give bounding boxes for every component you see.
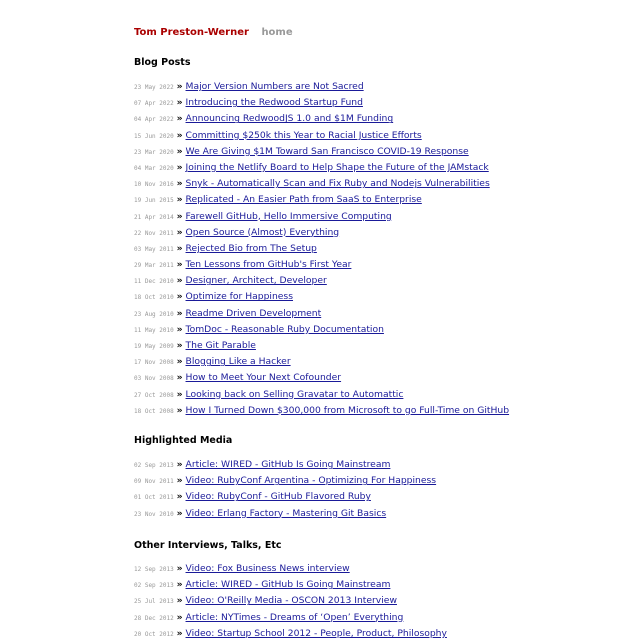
post-date: 17 Nov 2008	[134, 359, 174, 367]
post-link[interactable]: Video: RubyConf Argentina - Optimizing For Happiness	[185, 475, 437, 487]
separator-glyph: »	[176, 259, 183, 271]
post-date: 03 Nov 2008	[134, 375, 174, 383]
separator-glyph: »	[176, 242, 183, 254]
separator-glyph: »	[176, 372, 183, 384]
list-item	[134, 95, 509, 111]
separator-glyph: »	[176, 97, 183, 109]
separator-glyph: »	[176, 161, 183, 173]
post-link[interactable]: Committing $250k this Year to Racial Justice Efforts	[185, 129, 422, 141]
post-date: 12 Sep 2013	[134, 566, 174, 573]
separator-glyph: »	[176, 459, 183, 470]
list-item	[134, 273, 509, 289]
list-item	[134, 577, 447, 593]
separator-glyph: »	[176, 388, 183, 400]
post-link[interactable]: Article: NYTimes - Dreams of ‘Open’ Everything	[185, 611, 404, 623]
list-item	[134, 192, 509, 208]
post-date: 27 Oct 2008	[134, 391, 174, 399]
post-link[interactable]: Blogging Like a Hacker	[185, 356, 291, 368]
list-item	[134, 209, 509, 225]
separator-glyph: »	[176, 627, 183, 639]
list-item	[134, 489, 436, 505]
separator-glyph: »	[176, 291, 183, 303]
post-link[interactable]: Open Source (Almost) Everything	[185, 226, 340, 238]
separator-glyph: »	[176, 356, 183, 368]
post-date: 01 Oct 2011	[134, 494, 174, 502]
post-link[interactable]: Looking back on Selling Gravatar to Automattic	[185, 388, 404, 400]
separator-glyph: »	[176, 210, 183, 222]
post-link[interactable]: Replicated - An Easier Path from SaaS to Enterprise	[185, 194, 422, 206]
post-link[interactable]: Video: RubyConf - GitHub Flavored Ruby	[185, 491, 371, 503]
post-link[interactable]: Optimize for Happiness	[185, 291, 294, 303]
post-list-blog-posts	[134, 79, 509, 419]
list-item	[134, 160, 509, 176]
post-date: 20 Oct 2012	[134, 630, 174, 638]
list-item	[134, 289, 509, 305]
list-item	[134, 506, 436, 522]
post-date: 25 Jul 2013	[134, 598, 174, 606]
post-link[interactable]: Video: Startup School 2012 - People, Product, Philosophy	[185, 627, 447, 639]
post-link[interactable]: Introducing the Redwood Startup Fund	[185, 97, 363, 109]
list-item	[134, 473, 436, 489]
separator-glyph: »	[176, 194, 183, 206]
post-link[interactable]: We Are Giving $1M Toward San Francisco COVID-19 Response	[185, 145, 469, 157]
separator-glyph: »	[176, 226, 183, 238]
post-link[interactable]: Snyk - Automatically Scan and Fix Ruby and Nodejs Vulnerabilities	[185, 178, 490, 190]
list-item	[134, 561, 447, 577]
list-item	[134, 225, 509, 241]
list-item	[134, 354, 509, 370]
post-date: 10 Nov 2016	[134, 181, 174, 189]
post-date: 19 May 2009	[134, 343, 174, 350]
post-date: 11 May 2010	[134, 326, 174, 334]
post-date: 04 Mar 2020	[134, 164, 174, 172]
list-item	[134, 370, 509, 386]
list-item	[134, 610, 447, 626]
post-link[interactable]: Readme Driven Development	[185, 307, 322, 319]
post-date: 28 Dec 2012	[134, 614, 174, 622]
post-date: 21 Apr 2014	[134, 213, 174, 221]
separator-glyph: »	[176, 178, 183, 190]
post-date: 04 Apr 2022	[134, 116, 174, 124]
list-item	[134, 257, 509, 273]
list-item	[134, 111, 509, 127]
post-date: 07 Apr 2022	[134, 100, 174, 108]
post-link[interactable]: Major Version Numbers are Not Sacred	[185, 81, 364, 92]
site-header	[134, 27, 293, 38]
post-link[interactable]: Article: WIRED - GitHub Is Going Mainstream	[185, 579, 391, 591]
post-date: 23 Aug 2010	[134, 310, 174, 318]
section-title-blog-posts: Blog Posts	[134, 57, 191, 68]
post-link[interactable]: How I Turned Down $300,000 from Microsoft to go Full-Time on GitHub	[185, 404, 510, 416]
separator-glyph: »	[176, 275, 183, 287]
post-date: 23 Nov 2010	[134, 510, 174, 518]
list-item	[134, 403, 509, 419]
post-link[interactable]: Announcing RedwoodJS 1.0 and $1M Funding	[185, 113, 394, 125]
post-link[interactable]: Video: Erlang Factory - Mastering Git Basics	[185, 507, 387, 519]
home-link[interactable]: home	[261, 27, 293, 38]
post-date: 18 Oct 2008	[134, 407, 174, 415]
separator-glyph: »	[176, 81, 183, 92]
list-item	[134, 626, 447, 640]
post-date: 15 Jun 2020	[134, 132, 174, 140]
post-link[interactable]: Designer, Architect, Developer	[185, 275, 327, 287]
post-date: 22 Nov 2011	[134, 229, 174, 237]
post-link[interactable]: TomDoc - Reasonable Ruby Documentation	[185, 323, 384, 335]
post-link[interactable]: Video: Fox Business News interview	[185, 563, 350, 574]
post-link[interactable]: The Git Parable	[185, 340, 256, 351]
separator-glyph: »	[176, 475, 183, 487]
post-date: 29 Mar 2011	[134, 262, 174, 270]
separator-glyph: »	[176, 491, 183, 503]
post-date: 19 Jun 2015	[134, 197, 174, 205]
list-item	[134, 387, 509, 403]
separator-glyph: »	[176, 145, 183, 157]
post-link[interactable]: Ten Lessons from GitHub's First Year	[185, 259, 352, 271]
separator-glyph: »	[176, 307, 183, 319]
separator-glyph: »	[176, 129, 183, 141]
post-list-highlighted-media	[134, 457, 436, 522]
list-item	[134, 176, 509, 192]
list-item	[134, 241, 509, 257]
post-link[interactable]: How to Meet Your Next Cofounder	[185, 372, 342, 384]
post-link[interactable]: Rejected Bio from The Setup	[185, 242, 317, 254]
separator-glyph: »	[176, 404, 183, 416]
list-item	[134, 128, 509, 144]
post-date: 02 Sep 2013	[134, 462, 174, 469]
separator-glyph: »	[176, 323, 183, 335]
post-date: 18 Oct 2010	[134, 294, 174, 302]
separator-glyph: »	[176, 340, 183, 351]
post-date: 03 May 2011	[134, 245, 174, 253]
list-item	[134, 322, 509, 338]
post-date: 23 Mar 2020	[134, 148, 174, 156]
post-date: 11 Dec 2010	[134, 278, 174, 286]
section-title-other-interviews: Other Interviews, Talks, Etc	[134, 540, 282, 551]
site-title-link[interactable]: Tom Preston-Werner	[134, 27, 249, 38]
list-item	[134, 593, 447, 609]
list-item	[134, 306, 509, 322]
separator-glyph: »	[176, 611, 183, 623]
list-item	[134, 79, 509, 95]
list-item	[134, 338, 509, 354]
post-link[interactable]: Video: O'Reilly Media - OSCON 2013 Interview	[185, 595, 397, 607]
post-date: 09 Nov 2011	[134, 478, 174, 486]
list-item	[134, 457, 436, 473]
post-date: 23 May 2022	[134, 84, 174, 91]
post-link[interactable]: Joining the Netlify Board to Help Shape the Future of the JAMstack	[185, 161, 489, 173]
post-link[interactable]: Farewell GitHub, Hello Immersive Computing	[185, 210, 392, 222]
separator-glyph: »	[176, 507, 183, 519]
list-item	[134, 144, 509, 160]
separator-glyph: »	[176, 113, 183, 125]
post-link[interactable]: Article: WIRED - GitHub Is Going Mainstream	[185, 459, 391, 470]
post-date: 02 Sep 2013	[134, 582, 174, 590]
post-list-other-interviews	[134, 561, 447, 640]
separator-glyph: »	[176, 579, 183, 591]
section-title-highlighted-media: Highlighted Media	[134, 435, 233, 446]
separator-glyph: »	[176, 595, 183, 607]
separator-glyph: »	[176, 563, 183, 574]
